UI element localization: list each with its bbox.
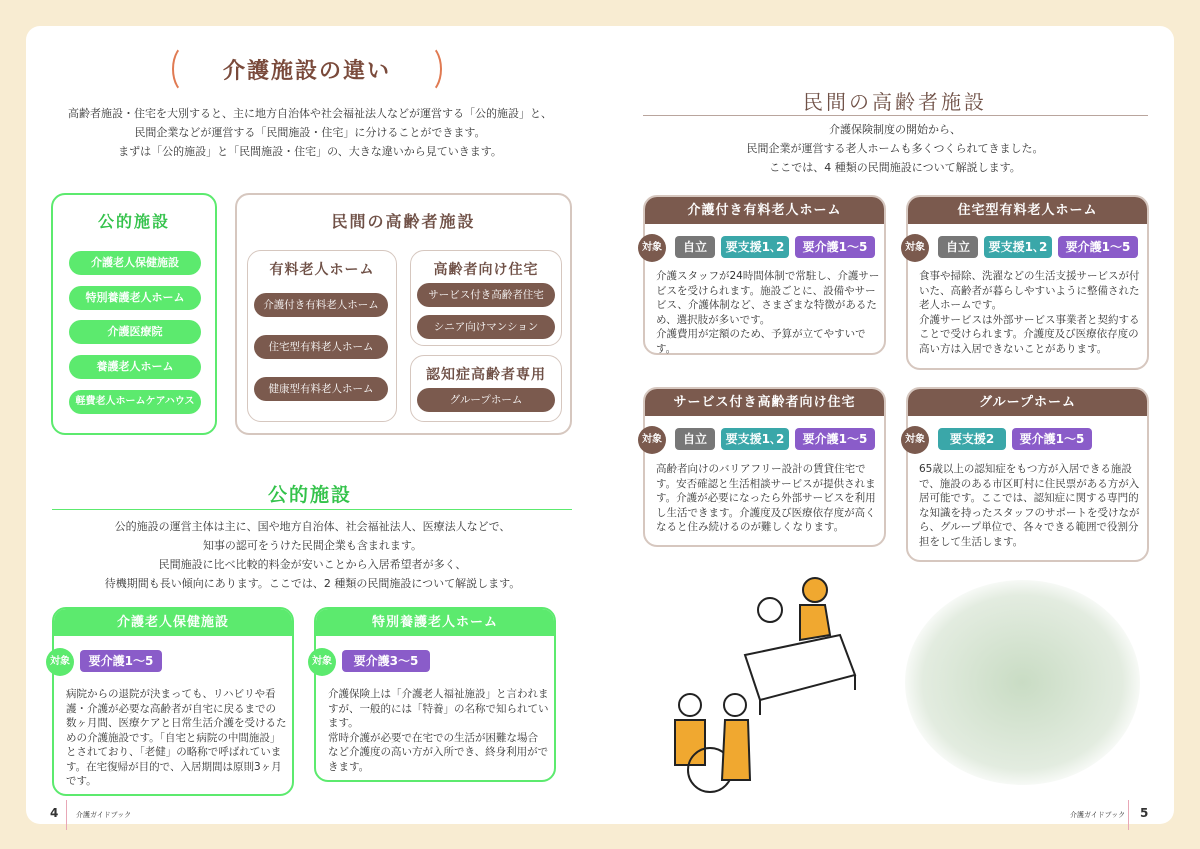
public-facility-box — [51, 193, 217, 435]
target-label: 対象 — [46, 648, 74, 676]
caregiver-photo — [905, 580, 1140, 785]
card-text — [919, 269, 1144, 356]
text-line: ら、グループ単位で、各々できる範囲で役割分 — [919, 521, 1139, 533]
card-title: サービス付き高齢者向け住宅 — [645, 389, 884, 416]
card-text — [656, 269, 881, 356]
text-line: 介護費用が定額のため、予算が立てやすいです。 — [656, 328, 866, 355]
private-box-title: 民間の高齢者施設 — [331, 212, 476, 231]
text-line: 担をして生活します。 — [919, 535, 1024, 548]
card-text — [919, 462, 1144, 549]
text-line: ビスを受けられます。施設ごとに、設備やサー — [656, 284, 876, 297]
care-level-tag: 要介護1〜5 — [1012, 428, 1092, 450]
care-level-tag: 自立 — [675, 428, 715, 450]
public-item[interactable]: 介護老人保健施設 — [69, 251, 201, 275]
footer-divider — [66, 800, 67, 830]
footer-label: 介護ガイドブック — [1070, 811, 1126, 819]
card-title: 介護老人保健施設 — [54, 609, 292, 636]
care-level-tag: 要介護1〜5 — [1058, 236, 1138, 258]
text-line: し生活できます。介護度及び医療依存度が高く — [656, 506, 876, 519]
left-title-text: 介護施設の違い — [222, 59, 391, 84]
paid-item[interactable]: 健康型有料老人ホーム — [254, 377, 388, 401]
text-line: いた、高齢者が暮らしやすいように整備された — [919, 284, 1140, 297]
right-title: 民間の高齢者施設 — [803, 90, 987, 114]
text-line: す。在宅復帰が目的で、入居期間は原則3ヶ月 — [66, 760, 282, 773]
public-box-title: 公的施設 — [97, 212, 170, 231]
care-level-tag: 要介護1〜5 — [795, 236, 875, 258]
public-section-rule — [52, 509, 572, 510]
public-item[interactable]: 特別養護老人ホーム — [69, 286, 201, 310]
intro-line: 民間企業などが運営する「民間施設・住宅」に分けることができます。 — [134, 126, 486, 139]
text-line: 老人ホームです。 — [919, 299, 1003, 311]
wheelchair-illustration — [675, 694, 750, 792]
card-title: 特別養護老人ホーム — [316, 609, 554, 636]
text-line: 公的施設の運営主体は主に、国や地方自治体、社会福祉法人、医療法人などで、 — [114, 520, 511, 533]
right-title-rule — [643, 115, 1148, 116]
intro-line: 介護保険制度の開始から、 — [829, 123, 961, 136]
text-line: なると住み続けるのが難しくなります。 — [656, 521, 845, 533]
target-label: 対象 — [638, 426, 666, 454]
text-line: す。安否確認と生活相談サービスが提供されま — [656, 477, 876, 490]
care-level-tag: 自立 — [938, 236, 978, 258]
care-level-tag: 要支援2 — [938, 428, 1006, 450]
housing-item[interactable]: シニア向けマンション — [417, 315, 555, 339]
text-line: す。介護が必要になったら外部サービスを利用 — [656, 492, 876, 504]
intro-line: 高齢者施設・住宅を大別すると、主に地方自治体や社会福祉法人などが運営する「公的施設」と、 — [68, 107, 552, 120]
footer-label: 介護ガイドブック — [76, 811, 132, 819]
text-line: です。 — [66, 775, 97, 787]
paid-item[interactable]: 住宅型有料老人ホーム — [254, 335, 388, 359]
left-title — [172, 44, 442, 94]
left-intro — [40, 104, 580, 161]
card-text — [656, 462, 881, 535]
dementia-title: 認知症高齢者専用 — [426, 367, 546, 383]
text-line: め、選択肢が多いです。 — [656, 313, 771, 326]
text-line: きます。 — [328, 760, 370, 773]
right-intro — [640, 120, 1150, 177]
public-item[interactable]: 軽費老人ホームケアハウス — [69, 390, 201, 414]
text-line: めの介護施設です。「自宅と病院の中間施設」 — [66, 731, 281, 744]
paid-item[interactable]: 介護付き有料老人ホーム — [254, 293, 388, 317]
target-label: 対象 — [638, 234, 666, 262]
private-facility-box — [235, 193, 572, 435]
card-title: 介護付き有料老人ホーム — [645, 197, 884, 224]
paid-home-group — [247, 250, 397, 422]
text-line: 高齢者向けのバリアフリー設計の賃貸住宅で — [656, 463, 866, 475]
public-item[interactable]: 介護医療院 — [69, 320, 201, 344]
intro-line: 民間企業が運営する老人ホームも多くつくられてきました。 — [746, 142, 1044, 155]
text-line: ビス、介護体制など、さまざまな特徴があるた — [656, 299, 877, 311]
public-item[interactable]: 養護老人ホーム — [69, 355, 201, 379]
dementia-group — [410, 355, 562, 422]
text-line: など介護度の高い方が入所でき、終身利用がで — [328, 746, 549, 758]
text-line: 護・介護が必要な高齢者が自宅に戻るまでの — [66, 702, 276, 715]
text-line: で、施設のある市区町村に住民票がある方が入 — [919, 477, 1140, 490]
text-line: 待機期間も長い傾向にあります。ここでは、2 種類の民間施設について解説します。 — [104, 577, 521, 590]
text-line: ことで受けられます。介護度及び医療依存度の — [919, 328, 1139, 340]
text-line: 介護スタッフが24時間体制で常駐し、介護サー — [656, 270, 880, 282]
card-title: グループホーム — [908, 389, 1147, 416]
text-line: 知事の認可をうけた民間企業も含まれます。 — [202, 539, 423, 552]
card-text — [328, 687, 550, 774]
intro-line: まずは「公的施設」と「民間施設・住宅」の、大きな違いから見ていきます。 — [118, 145, 502, 158]
text-line: 介護サービスは外部サービス事業者と契約する — [919, 313, 1140, 326]
care-level-tag: 要介護3〜5 — [342, 650, 430, 672]
target-label: 対象 — [901, 234, 929, 262]
card-title: 住宅型有料老人ホーム — [908, 197, 1147, 224]
public-section-title: 公的施設 — [267, 484, 352, 506]
bed-illustration — [745, 578, 855, 715]
public-section-text — [40, 517, 585, 593]
care-level-tag: 自立 — [675, 236, 715, 258]
dementia-item[interactable]: グループホーム — [417, 388, 555, 412]
text-line: ます。 — [328, 717, 359, 729]
housing-item[interactable]: サービス付き高齢者住宅 — [417, 283, 555, 307]
housing-group — [410, 250, 562, 346]
care-level-tag: 要介護1〜5 — [795, 428, 875, 450]
text-line: な知識を持ったスタッフのサポートを受けなが — [919, 506, 1140, 519]
text-line: 高い方は入居できないことがあります。 — [919, 342, 1108, 355]
intro-line: ここでは、4 種類の民間施設について解説します。 — [769, 161, 1021, 174]
care-level-tag: 要支援1､2 — [721, 236, 789, 258]
paid-home-title: 有料老人ホーム — [269, 262, 375, 278]
page-number: 4 — [50, 806, 59, 820]
text-line: 民間施設に比べ比較的料金が安いことから入居希望者が多く、 — [158, 558, 467, 571]
text-line: 居可能です。ここでは、認知症に関する専門的 — [919, 492, 1139, 504]
text-line: 食事や掃除、洗濯などの生活支援サービスが付 — [919, 270, 1140, 282]
caregiver-illustration — [650, 565, 880, 805]
text-line: 65歳以上の認知症をもつ方が入居できる施設 — [919, 463, 1132, 475]
care-level-tag: 要支援1､2 — [984, 236, 1052, 258]
care-level-tag: 要支援1､2 — [721, 428, 789, 450]
card-text — [66, 687, 288, 789]
text-line: 病院からの退院が決まっても、リハビリや看 — [66, 688, 276, 700]
text-line: とされており、「老健」の略称で呼ばれていま — [66, 746, 282, 758]
target-label: 対象 — [308, 648, 336, 676]
text-line: 常時介護が必要で在宅での生活が困難な場合 — [328, 731, 538, 744]
text-line: すが、一般的には「特養」の名称で知られてい — [328, 702, 549, 715]
housing-title: 高齢者向け住宅 — [433, 262, 539, 278]
footer-divider — [1128, 800, 1129, 830]
page-number: 5 — [1140, 806, 1149, 820]
text-line: 数ヶ月間、医療ケアと日常生活介護を受けるた — [66, 717, 287, 729]
care-level-tag: 要介護1〜5 — [80, 650, 162, 672]
text-line: 介護保険上は「介護老人福祉施設」と言われま — [328, 688, 549, 700]
target-label: 対象 — [901, 426, 929, 454]
